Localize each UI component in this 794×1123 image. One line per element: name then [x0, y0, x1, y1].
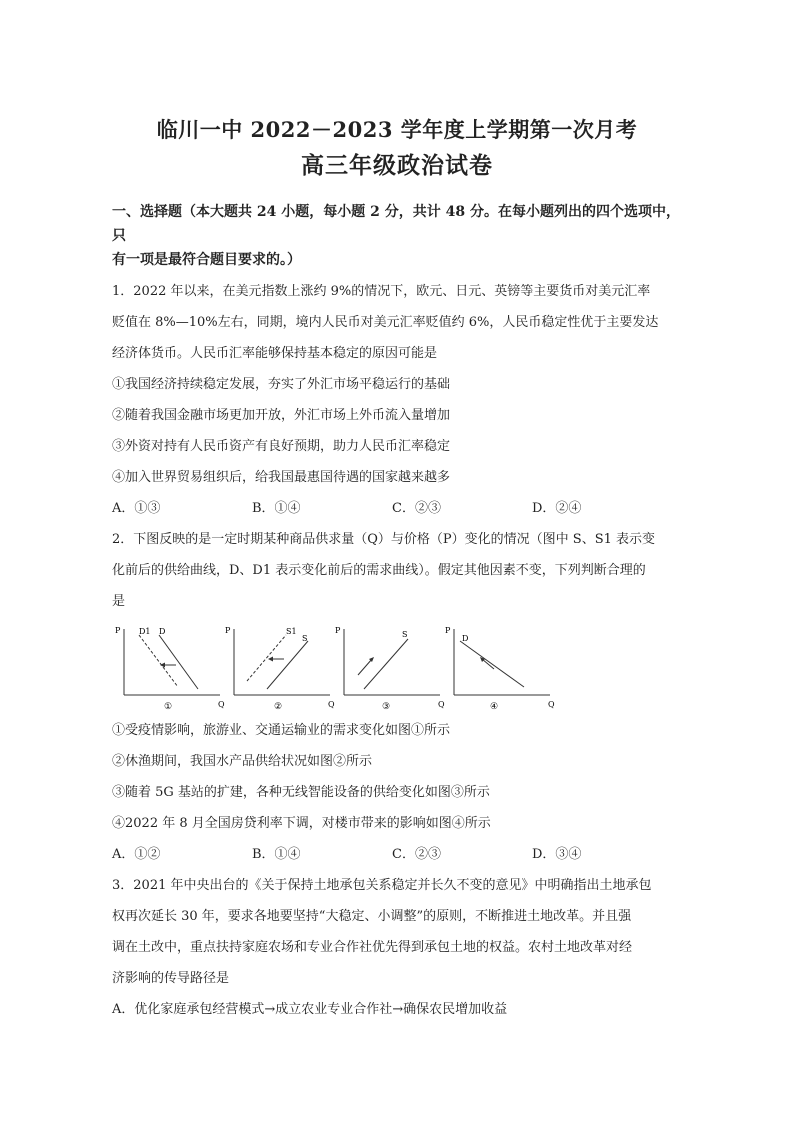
option-c[interactable]: C．②③ — [392, 847, 441, 862]
option-c[interactable]: C．②③ — [392, 501, 441, 516]
section-heading-line: 一、选择题（本大题共 24 小题，每小题 2 分，共计 48 分。在每小题列出的四个选项中，只 — [112, 204, 680, 244]
curve-label: D1 — [139, 627, 151, 636]
exam-title: 临川一中 2022－2023 学年度上学期第一次月考 — [156, 117, 638, 142]
statement-item: ③外资对持有人民币资产有良好预期，助力人民币汇率稳定 — [112, 439, 451, 454]
curve-label: S — [302, 634, 308, 643]
curve-label: D — [462, 634, 469, 643]
statement-item: ④2022 年 8 月全国房贷利率下调，对楼市带来的影响如图④所示 — [112, 816, 491, 831]
section-heading-line: 有一项是最符合题目要求的。） — [112, 252, 301, 268]
option-a[interactable]: A．①② — [112, 847, 161, 862]
axis-label-p: P — [335, 626, 341, 635]
answer-options — [112, 839, 686, 870]
question-stem-line: 是 — [112, 594, 126, 609]
option-a[interactable]: A．①③ — [112, 501, 161, 516]
axis-label-q: Q — [328, 700, 335, 709]
question-stem-line: 1．2022 年以来，在美元指数上涨约 9%的情况下，欧元、日元、英镑等主要货币对美元汇率 — [112, 284, 651, 299]
question-stem-line: 权再次延长 30 年，要求各地要坚持“大稳定、小调整”的原则，不断推进土地改革。并且强 — [112, 909, 632, 924]
option-b[interactable]: B．①④ — [252, 501, 301, 516]
curve-s — [364, 639, 408, 689]
answer-options — [112, 493, 686, 524]
exam-subtitle: 高三年级政治试卷 — [301, 152, 493, 179]
supply-demand-graphs — [112, 621, 686, 713]
graph-3-svg — [332, 621, 452, 713]
question-stem-line: 济影响的传导路径是 — [112, 971, 230, 986]
exam-content — [112, 200, 686, 1025]
statement-item: ③随着 5G 基站的扩建，各种无线智能设备的供给变化如图③所示 — [112, 785, 490, 800]
curve-s — [267, 641, 308, 689]
statement-item: ②随着我国金融市场更加开放，外汇市场上外币流入量增加 — [112, 408, 451, 423]
arrow-head — [268, 657, 273, 662]
axis-label-q: Q — [218, 700, 225, 709]
curve-label: S — [402, 630, 408, 639]
curve-label: D — [159, 627, 166, 636]
axis-label-q: Q — [548, 700, 555, 709]
graph-number: ④ — [490, 702, 499, 712]
question-2 — [112, 524, 686, 870]
statement-item: ①受疫情影响，旅游业、交通运输业的需求变化如图①所示 — [112, 723, 451, 738]
graph-3 — [332, 621, 445, 713]
question-stem-line: 化前后的供给曲线，D、D1 表示变化前后的需求曲线）。假定其他因素不变，下列判断合理的 — [112, 563, 646, 578]
graph-2 — [222, 621, 335, 713]
movement-arrow — [358, 659, 372, 675]
question-stem-line: 3．2021 年中央出台的《关于保持土地承包关系稳定并长久不变的意见》中明确指出土地承包 — [112, 878, 652, 893]
question-stem-line: 贬值在 8%—10%左右，同期，境内人民币对美元汇率贬值约 6%，人民币稳定性优于主要发达 — [112, 315, 659, 330]
question-stem-line: 经济体货币。人民币汇率能够保持基本稳定的原因可能是 — [112, 346, 438, 361]
curve-d — [159, 635, 198, 689]
question-stem-line: 调在土改中，重点扶持家庭农场和专业合作社优先得到承包土地的权益。农村土地改革对经 — [112, 940, 633, 955]
curve-label: S1 — [286, 627, 297, 636]
axis-label-p: P — [445, 626, 451, 635]
graph-4 — [442, 621, 555, 713]
curve-d1 — [139, 635, 178, 687]
graph-number: ③ — [382, 702, 391, 712]
statement-item: ②休渔期间，我国水产品供给状况如图②所示 — [112, 754, 373, 769]
question-1 — [112, 276, 686, 524]
question-stem-line: 2．下图反映的是一定时期某种商品供求量（Q）与价格（P）变化的情况（图中 S、S1 表示变 — [112, 532, 656, 547]
curve-d — [460, 641, 524, 687]
graph-number: ① — [164, 702, 173, 712]
axis-label-p: P — [225, 626, 231, 635]
graph-1-svg — [112, 621, 232, 713]
option-d[interactable]: D．③④ — [532, 847, 582, 862]
graph-number: ② — [274, 702, 283, 712]
graph-2-svg — [222, 621, 342, 713]
statement-item: ①我国经济持续稳定发展，夯实了外汇市场平稳运行的基础 — [112, 377, 451, 392]
graph-4-svg — [442, 621, 562, 713]
axis-label-q: Q — [438, 700, 445, 709]
section-heading — [112, 200, 686, 272]
graph-1 — [112, 621, 225, 713]
statement-item: ④加入世界贸易组织后，给我国最惠国待遇的国家越来越多 — [112, 470, 451, 485]
question-3 — [112, 870, 686, 1025]
axis-label-p: P — [115, 626, 121, 635]
option-b[interactable]: B．①④ — [252, 847, 301, 862]
option-a[interactable]: A．优化家庭承包经营模式→成立农业专业合作社→确保农民增加收益 — [112, 1002, 508, 1017]
option-d[interactable]: D．②④ — [532, 501, 582, 516]
